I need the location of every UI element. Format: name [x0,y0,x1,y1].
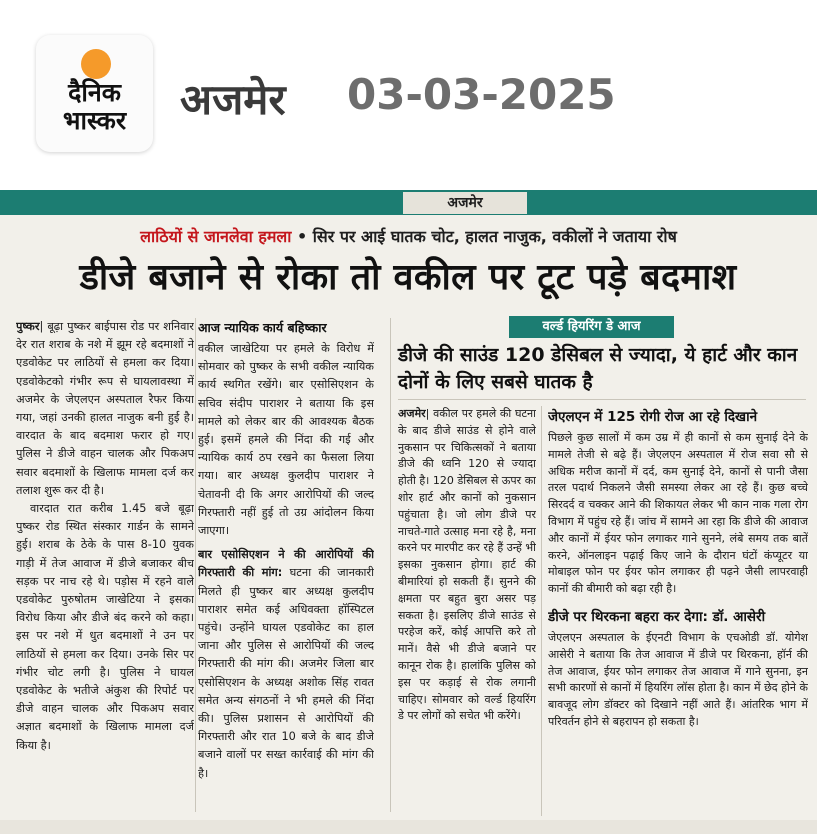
edition-city: अजमेर [180,75,286,124]
kicker-text: • सिर पर आई घातक चोट, हालत नाजुक, वकीलों ने जताया रोष [291,227,677,246]
feature-col1-text: | वकील पर हमले की घटना के बाद डीजे साउंड से होने वाले नुकसान पर चिकित्सकों ने बताया डीजे की ध्वनि 120 से ज्यादा होती है। 120 डेसिबल से ऊपर का शोर हार्ट और कानों को नुकसान पहुंचाता है। जो लोग डीजे पर नाचते-गाते उत्साह मना रहे है, मना करने पर मारपीट कर रहे हैं उन्हें भी इसका नुकसान होगा। हार्ट की बीमारियां हो सकती हैं। सुनने की क्षमता पर बहुत बुरा असर पड़ सकता है। इसलिए डीजे साउंड से परहेज करें, कोई आपत्ति करे तो मानें। वैसे भी डीजे बजाने पर कानून रोक है। हालांकि पुलिस को इस पर कड़ाई से रोक लगानी चाहिए। सोमवार को वर्ल्ड हियरिंग डे पर लोगों को सचेत भी करेंगे। [398,407,536,723]
sun-logo-icon [81,49,111,79]
feature-headline: डीजे की साउंड 120 डेसिबल से ज्यादा, ये हार्ट और कान दोनों के लिए सबसे घातक है [398,344,798,393]
kicker-highlight: लाठियों से जानलेवा हमला [140,227,292,246]
feature-col2-paragraph-1: पिछले कुछ सालों में कम उम्र में ही कानों से कम सुनाई देने के मामले तेजी से बढ़े हैं। जेएलएन अस्पताल में रोज सवा सौ से अधिक मरीज कानों में दर्द, कम सुनाई देने, कानों से पानी जैसा तरल पदार्थ निकलने जैसी समस्या लेकर आ रहे हैं। कुछ बच्चे सिरदर्द व चक्कर आने की शिकायत लेकर भी कान नाक गला रोग विभाग में पहुंच रहे हैं। जांच में सामने आ रहा कि डीजे की आवाज और कानों में ईयर फोन लगाकर गाने सुनने, लंबे समय तक बातें करने, ऑनलाइन पढ़ाई किए जाने के दौरान घंटों कंप्यूटर या मोबाइल फोन पर ईयर फोन लगाकर ही पढ़ने जैसी लापरवाही कानों की बीमारी को बढ़ा रही है। [548,431,808,596]
story-column-1 [16,318,194,812]
story-column-2 [198,318,374,812]
doctor-quote-subhead: डीजे पर थिरकना बहरा कर देगा: डॉ. आसेरी [548,608,766,625]
col2-text-2: घटना की जानकारी मिलते ही पुष्कर बार अध्यक्ष कुलदीप पाराशर समेत कई अधिवक्ता हॉस्पिटल पहुंचे। उन्होंने घायल एडवोकेट का हाल जाना और पुलिस से आरोपियों की जल्द गिरफ्तारी की मांग की। अजमेर जिला बार एसोसिएशन के अध्यक्ष अशोक सिंह रावत समेत अन्य संगठनों ने भी हमले की निंदा की। पुलिस प्रशासन से आरोपियों की गिरफ्तारी और रात 10 बजे के बाद डीजे बजाने वालों पर सख्त कार्रवाई की मांग की है। [198,566,374,780]
logo-line-2: भास्कर [62,106,127,135]
feature-divider [398,399,806,400]
logo-line-1: दैनिक [68,78,121,107]
feature-column-1 [398,406,536,816]
clipping-bottom-edge [0,820,817,834]
col1-text-1: | बूढ़ा पुष्कर बाईपास रोड पर शनिवार देर रात शराब के नशे में झूम रहे बदमाशों ने एडवोकेट पर लाठियों से हमला कर दिया। एडवोकेटको गंभीर रूप से घायलावस्था में अजमेर के जेएलएन अस्पताल रैफर किया गया, जहां उनकी हालत नाजुक बनी हुई है। वारदात के बाद बदमाश फरार हो गए। पुलिस ने डीजे वाहन चालक और पिकअप सवार बदमाशों के खिलाफ मामला दर्ज कर तलाश शुरू कर दी है। [16,320,194,497]
column-divider [390,318,391,812]
kicker-line [0,226,817,248]
arrest-demand-subhead: बार एसोसिएशन ने की आरोपियों की गिरफ्तारी की मांग: [198,548,374,580]
col2-paragraph-2 [198,546,374,783]
section-tag: अजमेर [403,192,527,214]
jln-patients-subhead: जेएलएन में 125 रोगी रोज आ रहे दिखाने [548,409,758,425]
feature-dateline: अजमेर [398,407,426,420]
boycott-subhead: आज न्यायिक कार्य बहिष्कार [198,320,327,335]
col2-paragraph-1: वकील जाखेटिया पर हमले के विरोध में सोमवार को पुष्कर के सभी वकील न्यायिक कार्य स्थगित रखेंगे। बार एसोसिएशन के सचिव संदीप पाराशर ने बताया कि इस मामले को लेकर बार की आवश्यक बैठक हुई। इसमें हमले की निंदा की गई और न्यायिक कार्य ठप रखने का फैसला लिया गया। बार अध्यक्ष कुलदीप पाराशर ने चेतावनी दी कि अगर आरोपियों की जल्द गिरफ्तारी नहीं हुई तो उग्र आंदोलन किया जाएगा। [198,342,374,538]
col1-paragraph-1 [16,318,194,500]
feature-column-2 [548,406,808,816]
column-divider [195,318,196,812]
feature-col2-paragraph-2: जेएलएन अस्पताल के ईएनटी विभाग के एचओडी डॉ. योगेश आसेरी ने बताया कि तेज आवाज में डीजे पर थिरकना, हॉर्न की तेज आवाज, ईयर फोन लगाकर तेज आवाज में गाने सुनना, इन सभी कारणों से कानों में हियरिंग लॉस होता है। कान में छेद होने के बावजूद लोग डॉक्टर को दिखाने नहीं आते हैं। आंतरिक भाग में परिवर्तन होने से बहरापन हो सकता है। [548,630,808,728]
main-headline: डीजे बजाने से रोका तो वकील पर टूट पड़े बदमाश [79,257,737,298]
feature-col1-paragraph [398,406,536,725]
dainik-bhaskar-logo [36,35,153,152]
edition-date: 03-03-2025 [347,70,616,119]
world-hearing-day-ribbon: वर्ल्ड हियरिंग डे आज [509,316,674,338]
newspaper-clipping [0,190,817,834]
column-divider [541,406,542,816]
brand-header [0,0,817,190]
col1-paragraph-2: वारदात रात करीब 1.45 बजे बूढ़ा पुष्कर रोड स्थित संस्कार गार्डन के सामने हुई। शराब के ठेके के पास 8-10 युवक गाड़ी में तेज आवाज में डीजे बजाकर बीच सड़क पर नाच रहे थे। पड़ोस में रहने वाले एडवोकेट पुरुषोतम जाखेटिया ने इसका विरोध किया और डीजे बंद करने को कहा। इस पर नशे में धुत बदमाशों ने उन पर लाठियों से हमला कर दिया। उनके सिर पर गंभीर चोट लगी है। पुलिस ने घायल एडवोकेट के भतीजे अंकुश की रिपोर्ट पर डीजे वाहन चालक और पिकअप सवार अज्ञात बदमाशों के खिलाफ मामला दर्ज किया है। [16,502,194,752]
dateline: पुष्कर [16,320,40,333]
